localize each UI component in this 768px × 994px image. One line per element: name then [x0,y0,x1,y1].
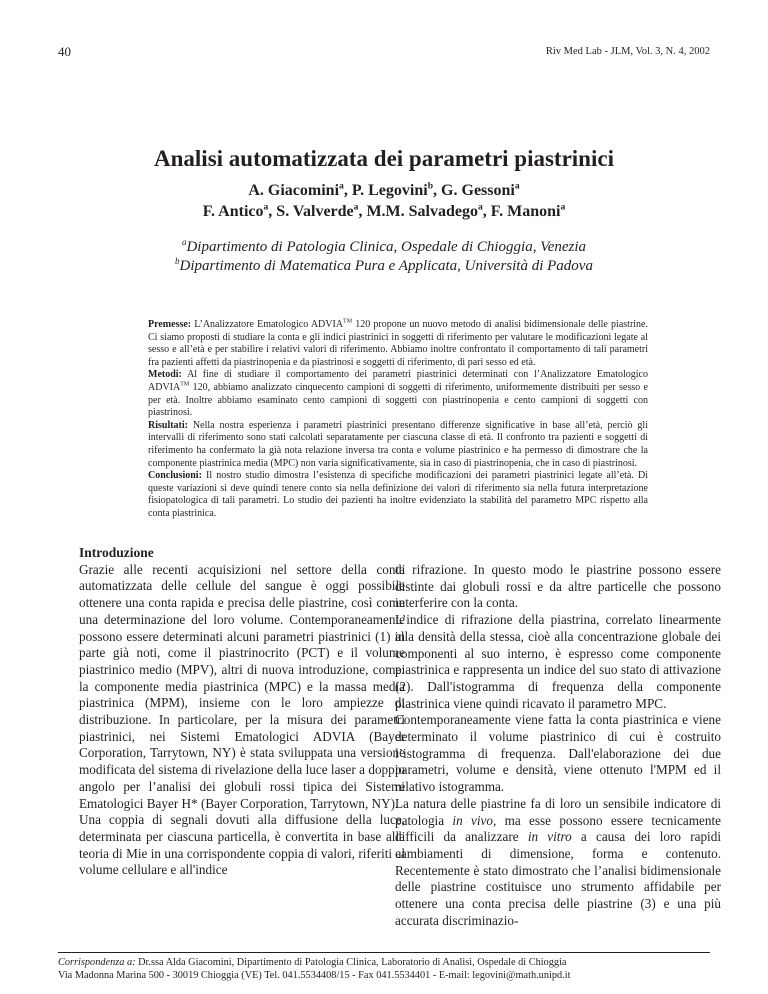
running-head: Riv Med Lab - JLM, Vol. 3, N. 4, 2002 [545,46,710,57]
author-name: S. Valverde [276,203,354,220]
affiliation [0,257,768,276]
abstract-label: Premesse: [148,319,192,330]
correspondence-footer [58,956,710,982]
abstract-text: 120, abbiamo analizzato cinquecento campioni di soggetti di riferimento, uniformemente distribuiti per sesso e per età. Inoltre abbiamo esaminato cento campioni di soggetti con piastrinopenia e cento campioni di soggetti con piastrinosi. [148,381,648,419]
affiliation-mark: a [181,237,187,247]
author-name: F. Antico [202,203,264,220]
body-paragraph: Una coppia di segnali dovuti alla diffusione della luce, determinata per ciascuna particella, è convertita in base alla teoria di Mie in una corrispondente coppia di valori, riferiti al volume cellulare e all'indice [79,812,405,878]
author-name: P. Legovini [351,182,428,199]
author-name: A. Giacomini [248,182,340,199]
abstract-premesse [148,319,648,369]
author-separator: , [268,203,277,220]
affiliation-mark: a [263,201,269,213]
article-title: Analisi automatizzata dei parametri piastrinici [154,146,614,171]
abstract-text: 120 propone un nuovo metodo di analisi bidimensionale delle piastrine. Ci siamo proposti di studiare la conta e gli indici piastrinici in soggetti di riferimento per valutare le modificazioni legate al sesso e all’età e per stabilire i relativi valori di riferimento. Abbiamo inoltre confrontato il comportamento di tali parametri fra pazienti affetti da piastrinopenia e da piastrinosi e soggetti di riferimento, di pari sesso ed età. [148,319,648,368]
author-line [0,201,768,222]
affiliation-mark: a [514,180,520,192]
body-text: a causa dei loro rapidi cambiamenti di dimensione, forma e contenuto. Recentemente è stato dimostrato che l’analisi bidimensionale delle piastrine costituisce uno strumento affidabile per ottenere una conta precisa delle piastrine (3) e una più accurata discriminazio- [395,829,721,928]
body-column-right [395,562,721,929]
affiliation-mark: a [477,201,483,213]
affiliation-text: Dipartimento di Patologia Clinica, Ospedale di Chioggia, Venezia [186,239,587,255]
affiliation-text: Dipartimento di Matematica Pura e Applicata, Università di Padova [179,258,593,274]
footer-label: Corrispondenza a: [58,957,136,968]
abstract-text: L’Analizzatore Ematologico ADVIA [191,319,344,330]
abstract-metodi [148,369,648,419]
affiliation-mark: b [427,180,434,192]
body-paragraph [395,796,721,930]
abstract-label: Risultati: [148,419,188,431]
author-name: M.M. Salvadego [366,203,478,220]
affiliation-mark: b [175,256,180,266]
abstract-risultati [148,420,648,470]
affiliation [0,238,768,257]
affiliation-mark: a [560,201,566,213]
section-heading: Introduzione [79,545,154,560]
body-text: La natura delle piastrine fa di loro un sensibile indicatore di patologia [395,795,721,828]
page-number: 40 [58,44,71,59]
body-column-left [79,545,405,879]
body-paragraph: Contemporaneamente viene fatta la conta piastrinica e viene determinato il volume piastrinico di cui è costruito l’istogramma di frequenza. Dall'elaborazione dei due parametri, volume e densità, viene ottenuto l'MPM ed il relativo istogramma. [395,712,721,795]
author-separator: , [358,203,367,220]
affiliation-list [0,238,768,276]
abstract-text: Il nostro studio dimostra l’esistenza di specifiche modificazioni dei parametri piastrinici legate all’età. Di queste variazioni si deve quindi tenere conto sia nella definizione dei valori di riferimento sia nella futura interpretazione fisiopatologica di tali parametri. Lo studio dei pazienti ha inoltre evidenziato la stabilità del parametro MPC rispetto alla conta piastrinica. [148,470,648,519]
body-italic: in vitro [527,829,572,845]
abstract [148,319,648,521]
trademark-mark: TM [180,381,190,388]
body-paragraph: Grazie alle recenti acquisizioni nel settore della conta automatizzata delle cellule del sangue è oggi possibile ottenere una conta rapida e precisa delle piastrine, così come una determinazione del loro volume. Contemporaneamente possono essere determinati alcuni parametri piastrinici (1) in parte già noti, come il piastrinocrito (PCT) e il volume piastrinico medio (MPV), altri di nuova introduzione, come: la componente media piastrinica (MPC) e la massa media piastrinica (MPM), insieme con le loro ampiezze di distribuzione. In particolare, per la misura dei parametri piastrinici, nei Sistemi Ematologici ADVIA (Bayer Corporation, Tarrytown, NY) è stata sviluppata una versione modificata del sistema di rivelazione della luce laser a doppio angolo per l’analisi dei globuli rossi tipica dei Sistemi Ematologici Bayer H* (Bayer Corporation, Tarrytown, NY). [79,561,405,811]
footer-line: Via Madonna Marina 500 - 30019 Chioggia (VE) Tel. 041.5534408/15 - Fax 041.5534401 - E-mail: legovini@math.unipd.it [58,970,571,981]
footer-line [58,956,710,969]
body-paragraph: L’indice di rifrazione della piastrina, correlato linearmente alla densità della stessa, cioè alla concentrazione globale dei componenti al suo interno, è espresso come componente piastrinica e rappresenta un indice del suo stato di attivazione (2). Dall'istogramma di frequenza della componente piastrinica viene quindi ricavato il parametro MPC. [395,612,721,711]
abstract-label: Conclusioni: [148,470,202,482]
author-list [0,180,768,222]
footer-text: Dr.ssa Alda Giacomini, Dipartimento di Patologia Clinica, Laboratorio di Analisi, Ospedale di Chioggia [135,957,567,968]
trademark-mark: TM [343,318,353,325]
author-name: G. Gessoni [441,182,515,199]
author-name: F. Manoni [490,203,561,220]
author-separator: , [433,182,442,199]
footer-rule [58,952,710,953]
abstract-conclusioni [148,470,648,520]
abstract-label: Metodi: [148,369,182,381]
author-separator: , [482,203,491,220]
affiliation-mark: a [353,201,359,213]
body-italic: in vivo, [452,812,497,828]
body-paragraph: di rifrazione. In questo modo le piastrine possono essere distinte dai globuli rossi e da altre particelle che possono interferire con la conta. [395,562,721,611]
body-text: ma esse possono essere tecnicamente difficili da analizzare [395,812,721,845]
author-separator: , [343,182,352,199]
affiliation-mark: a [339,180,344,192]
abstract-text: Al fine di studiare il comportamento dei parametri piastrinici determinati con l’Analizzatore Ematologico ADVIA [148,369,648,393]
author-line [0,180,768,201]
abstract-text: Nella nostra esperienza i parametri piastrinici presentano differenze significative in base all’età, perciò gli intervalli di riferimento sono stati calcolati separatamente per ciascuna classe di età. Il confronto tra pazienti e soggetti di riferimento ha confermato la già nota relazione inversa tra conta e volume piastrinico e ha permesso di dimostrare che la componente piastrinica media (MPC) non varia significativamente, sia in caso di piastrinopenia, che in caso di piastrinosi. [148,419,648,469]
